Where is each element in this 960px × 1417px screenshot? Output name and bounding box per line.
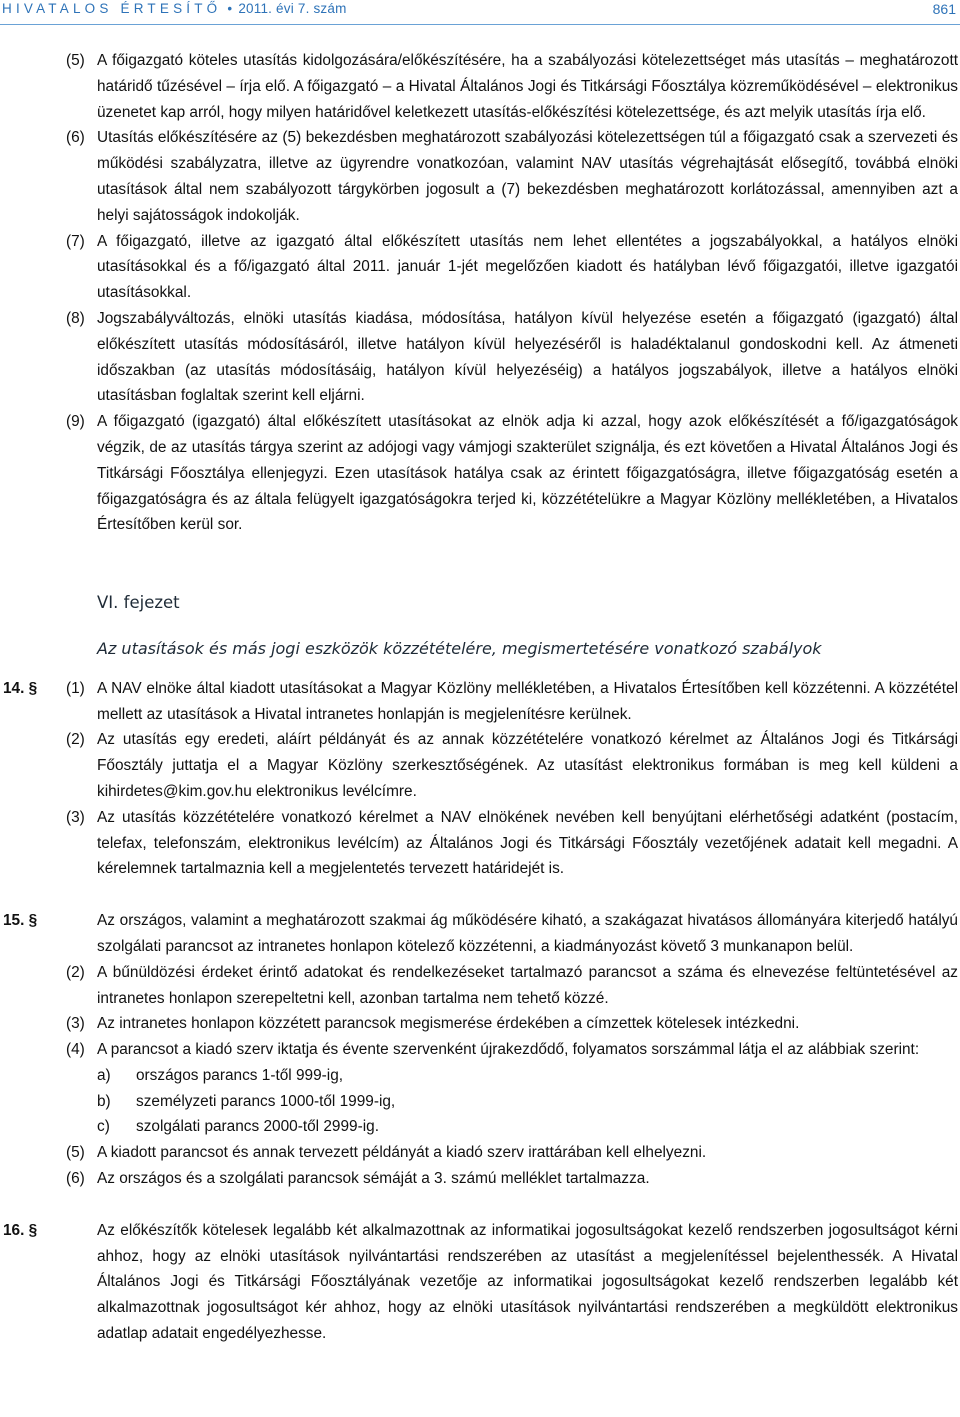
list-item-letter: b) bbox=[97, 1092, 111, 1110]
section-16 bbox=[0, 1218, 958, 1347]
paragraph-text: A bűnüldözési érdeket érintő adatokat és rendelkezéseket tartalmazó parancsot a száma és elnevezése feltüntetésével az intranetes honlapon szerepeltetni kell, azonban tartalma nem tehető közzé. bbox=[97, 963, 958, 1007]
list-item bbox=[97, 1114, 958, 1140]
section-15-paragraph-2 bbox=[0, 960, 958, 1012]
list-item bbox=[97, 1063, 958, 1089]
section-14-paragraph-1 bbox=[0, 676, 958, 728]
list-item-letter: c) bbox=[97, 1118, 110, 1136]
document-body bbox=[0, 48, 958, 1347]
section-15-paragraph-6 bbox=[0, 1166, 958, 1192]
paragraph-number: (3) bbox=[66, 808, 85, 826]
list-item-letter: a) bbox=[97, 1066, 111, 1084]
paragraph-number: (2) bbox=[66, 731, 85, 749]
paragraph-text: Jogszabályváltozás, elnöki utasítás kiadása, módosítása, hatályon kívül helyezése esetén a főigazgató (igazgató) által előkészített utasítás módosításáról, illetve hatályon kívül helyezéséről is haladéktalanul gondoskodni kell. Az átmeneti időszakban (az utasítás módosításáig, hatályon kívül helyezéséig) a hatályos jogszabályok, illetve a hatályos elnöki utasításban foglaltak szerint kell eljárni. bbox=[97, 309, 958, 405]
section-label: 16. § bbox=[3, 1221, 38, 1239]
paragraph-number: (1) bbox=[66, 679, 85, 697]
paragraph-text: Az előkészítők kötelesek legalább két alkalmazottnak az informatikai jogosultságokat kezelő rendszerben jogosultságot kérni ahhoz, hogy az elnöki utasítások nyilvántartási rendszerében az utasítást a megjelenítéssel bejelenthessék. A Hivatal Általános Jogi és Titkársági Főosztályának vezetője az informatikai jogosultságokat kezelő rendszerben legalább két alkalmazottnak jogosultságot kér ahhoz, hogy az elnöki utasítások nyilvántartási rendszerében a megküldött elektronikus adatlap adatait engedélyezhesse. bbox=[97, 1221, 958, 1343]
paragraph-number: (4) bbox=[66, 1041, 85, 1059]
paragraph-6 bbox=[0, 125, 958, 228]
paragraph-number: (5) bbox=[66, 52, 85, 69]
paragraph-text: Utasítás előkészítésére az (5) bekezdésben meghatározott szabályozási kötelezettségen túl a főigazgató csak a szervezeti és működési szabályzatra, illetve az ügyrendre vonatkozóan, valamint NAV utasítás végrehajtását elősegítő, továbbá elnöki utasítások által nem szabályozott tárgykörben jogosult a (7) bekezdésben meghatározott korlátozással, amennyiben azt a helyi sajátosságok indokolják. bbox=[97, 129, 958, 224]
header-publication-info bbox=[2, 1, 347, 16]
section-15-paragraph-3 bbox=[0, 1011, 958, 1037]
paragraph-text: Az országos és a szolgálati parancsok sémáját a 3. számú melléklet tartalmazza. bbox=[97, 1170, 650, 1188]
list-item bbox=[97, 1089, 958, 1115]
section-label: 14. § bbox=[3, 679, 38, 697]
paragraph-number: (8) bbox=[66, 309, 85, 327]
paragraph-text: Az intranetes honlapon közzétett parancsok megismerése érdekében a címzettek kötelesek intézkedni. bbox=[97, 1015, 800, 1033]
paragraph-text: A főigazgató (igazgató) által előkészített utasításokat az elnök adja ki azzal, hogy azok előkészítését a fő/igazgatóságok végzik, de az utasítás tárgya szerint az adójogi vagy vámjogi szakterület szignálja, és ezt követően a Hivatal Általános Jogi és Titkársági Főosztálya ellenjegyzi. Ezen utasítások hatálya csak az érintett főigazgatóságra, illetve főigazgatóság esetén a főigazgatóságra és az általa felügyelt igazgatóságokra terjed ki, közzétételükre a Magyar Közlöny mellékletében, a Hivatalos Értesítőben kerül sor. bbox=[97, 413, 958, 534]
paragraph-number: (2) bbox=[66, 963, 85, 981]
paragraph-number: (5) bbox=[66, 1144, 85, 1162]
bullet-separator: • bbox=[227, 1, 233, 16]
paragraph-number: (3) bbox=[66, 1015, 85, 1033]
paragraph-7 bbox=[0, 229, 958, 306]
section-15-paragraph-5 bbox=[0, 1140, 958, 1166]
paragraph-text: Az országos, valamint a meghatározott szakmai ág működésére kiható, a szakágazat hivatásos állományára kiterjedő hatályú szolgálati parancsot az intranetes honlapon kötelező közzétenni, a kiadmányozást követő 3 munkanapon belül. bbox=[97, 912, 958, 955]
paragraph-text: A parancsot a kiadó szerv iktatja és évente szervenként újrakezdődő, folyamatos sorszámmal látja el az alábbiak szerint: bbox=[97, 1041, 920, 1059]
paragraph-9 bbox=[0, 409, 958, 538]
list-item-text: országos parancs 1-től 999-ig, bbox=[136, 1066, 344, 1084]
paragraph-number: (6) bbox=[66, 1170, 85, 1188]
paragraph-text: Az utasítás közzétételére vonatkozó kérelmet a NAV elnökének nevében kell benyújtani elérhetőségi adatként (postacím, telefax, telefonszám, elektronikus levélcím) az Általános Jogi és Titkársági Főosztály vezetőjének adatait kell megadni. A kérelemnek tartalmaznia kell a megjelentetés tervezett határidejét is. bbox=[97, 808, 958, 878]
paragraph-5 bbox=[0, 48, 958, 125]
chapter-title: VI. fejezet bbox=[97, 593, 180, 613]
page-number: 861 bbox=[932, 1, 956, 17]
paragraph-text: Az utasítás egy eredeti, aláírt példányát és az annak közzétételére vonatkozó kérelmet az Általános Jogi és Titkársági Főosztály juttatja el a Magyar Közlöny szerkesztőségének. Az utasítást elektronikus formában is meg kell küldeni a kihirdetes@kim.gov.hu elektronikus levélcímre. bbox=[97, 731, 958, 800]
paragraph-text: A főigazgató, illetve az igazgató által előkészített utasítás nem lehet ellentétes a jogszabályokkal, a hatályos elnöki utasításokkal és a fő/igazgató által 2011. január 1-jét megelőzően kiadott és hatályban lévő főigazgatói, illetve igazgatói utasításokkal. bbox=[97, 232, 958, 302]
paragraph-number: (9) bbox=[66, 413, 85, 431]
publication-title: HIVATALOS ÉRTESÍTŐ bbox=[2, 1, 222, 16]
paragraph-text: A kiadott parancsot és annak tervezett példányát a kiadó szerv irattárában kell elhelyezni. bbox=[97, 1144, 707, 1162]
issue-label: 2011. évi 7. szám bbox=[238, 1, 347, 16]
paragraph-number: (6) bbox=[66, 129, 85, 147]
section-15-paragraph-1 bbox=[0, 908, 958, 960]
paragraph-text: A NAV elnöke által kiadott utasításokat a Magyar Közlöny mellékletében, a Hivatalos Értesítőben kell közzétenni. A közzététel mellett az utasítások a Hivatal intranetes honlapján is megjelenítésre kerülnek. bbox=[97, 679, 958, 723]
section-14-paragraph-3 bbox=[0, 805, 958, 882]
list-item-text: szolgálati parancs 2000-től 2999-ig. bbox=[136, 1118, 379, 1136]
running-header bbox=[0, 0, 960, 25]
paragraph-8 bbox=[0, 306, 958, 409]
section-14-paragraph-2 bbox=[0, 727, 958, 804]
chapter-subtitle: Az utasítások és más jogi eszközök közzétételére, megismertetésére vonatkozó szabályok bbox=[97, 638, 822, 658]
section-15-paragraph-4 bbox=[0, 1037, 958, 1063]
list-item-text: személyzeti parancs 1000-től 1999-ig, bbox=[136, 1092, 396, 1110]
numbering-list bbox=[0, 1063, 958, 1140]
paragraph-text: A főigazgató köteles utasítás kidolgozására/előkészítésére, ha a szabályozási kötelezettséget más utasítás – meghatározott határidő tűzésével – írja elő. A főigazgató – a Hivatal Általános Jogi és Titkársági Főosztálya közreműködésével – elektronikus üzenetet kap arról, hogy milyen határidővel keletkezett utasítás-előkészítési kötelezettsége, és azt melyik utasítás írja elő. bbox=[97, 52, 958, 121]
section-label: 15. § bbox=[3, 912, 38, 930]
paragraph-number: (7) bbox=[66, 232, 85, 250]
